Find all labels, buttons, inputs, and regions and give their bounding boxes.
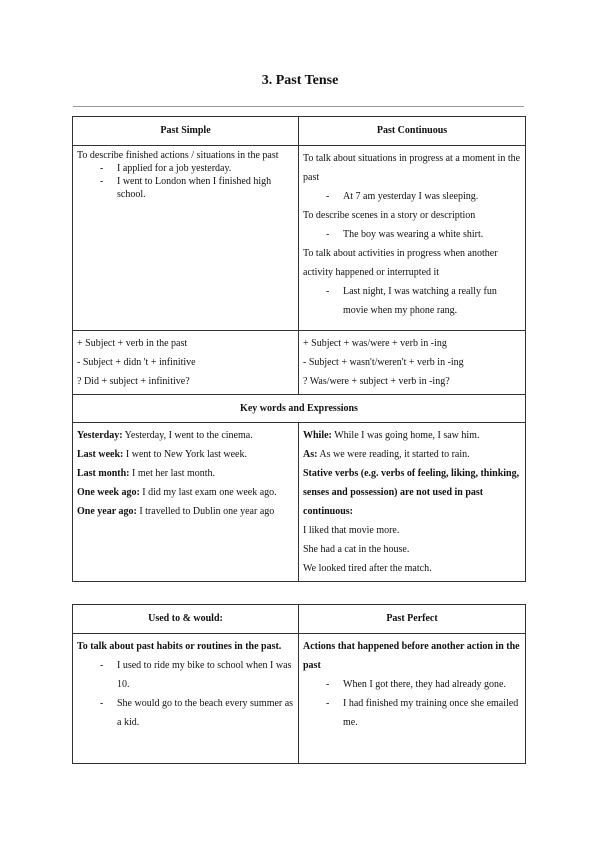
- used-to-example: - She would go to the beach every summer as a kid.: [117, 694, 294, 732]
- form-line: - Subject + wasn't/weren't + verb in -ing: [303, 356, 464, 368]
- cont-example: - At 7 am yesterday I was sleeping.: [343, 187, 521, 206]
- keyword-line: [77, 426, 294, 445]
- keyword-example: As we were reading, it started to rain.: [317, 449, 470, 460]
- form-line: + Subject + verb in the past: [77, 337, 188, 349]
- used-to-examples-list: [77, 656, 294, 732]
- cont-examples-list: [303, 282, 521, 320]
- cont-examples-list: [303, 187, 521, 206]
- keyword-term: Last week:: [77, 449, 124, 460]
- past-perfect-example: - I had finished my training once she emailed me.: [343, 694, 521, 732]
- simple-examples-list: [77, 162, 294, 201]
- form-line: + Subject + was/were + verb in -ing: [303, 337, 447, 349]
- past-simple-continuous-table: [72, 116, 526, 582]
- keyword-example: Yesterday, I went to the cinema.: [122, 430, 253, 441]
- past-simple-header: Past Simple: [73, 117, 299, 146]
- keyword-example: I did my last exam one week ago.: [139, 487, 277, 498]
- cont-use-intro: To talk about situations in progress at a moment in the past: [303, 152, 521, 183]
- past-continuous-keywords: [299, 423, 526, 582]
- past-simple-forms: [73, 330, 299, 394]
- stative-example: We looked tired after the match.: [303, 563, 432, 574]
- keyword-term: As:: [303, 449, 318, 460]
- keyword-line: [77, 502, 294, 521]
- keyword-example: I went to New York last week.: [123, 449, 247, 460]
- past-continuous-uses: [299, 145, 526, 330]
- simple-example: - I applied for a job yesterday.: [117, 162, 294, 175]
- title-divider: [73, 106, 524, 107]
- form-line: - Subject + didn 't + infinitive: [77, 356, 196, 368]
- keyword-line: [77, 483, 294, 502]
- keyword-example: I met her last month.: [129, 468, 216, 479]
- cont-example: - Last night, I was watching a really fun movie when my phone rang.: [343, 282, 521, 320]
- past-continuous-header: Past Continuous: [299, 117, 526, 146]
- keyword-term: Last month:: [77, 468, 130, 479]
- past-perfect-example: - When I got there, they had already gone.: [343, 675, 521, 694]
- keywords-header: Key words and Expressions: [73, 394, 526, 423]
- cont-examples-list: [303, 225, 521, 244]
- page-title: 3. Past Tense: [261, 73, 339, 88]
- used-to-uses: [73, 633, 299, 763]
- keyword-term: One year ago:: [77, 506, 137, 517]
- past-simple-uses: [73, 145, 299, 330]
- stative-example: I liked that movie more.: [303, 525, 400, 536]
- form-line: ? Was/were + subject + verb in -ing?: [303, 375, 450, 387]
- keyword-line: [77, 464, 294, 483]
- keyword-example: I travelled to Dublin one year ago: [136, 506, 275, 517]
- past-perfect-examples-list: [303, 675, 521, 732]
- past-simple-keywords: [73, 423, 299, 582]
- form-line: ? Did + subject + infinitive?: [77, 375, 190, 387]
- used-to-intro: To talk about past habits or routines in the past.: [77, 640, 282, 652]
- keyword-term: One week ago:: [77, 487, 140, 498]
- keyword-term: Yesterday:: [77, 430, 123, 441]
- used-to-header: Used to & would:: [73, 605, 299, 634]
- keyword-line: [303, 445, 521, 464]
- keyword-line: [77, 445, 294, 464]
- stative-example: She had a cat in the house.: [303, 544, 410, 555]
- cont-use-intro: To talk about activities in progress when another activity happened or interrupted it: [303, 247, 498, 278]
- past-perfect-header: Past Perfect: [299, 605, 526, 634]
- cont-example: - The boy was wearing a white shirt.: [343, 225, 521, 244]
- past-perfect-intro: Actions that happened before another action in the past: [303, 640, 520, 671]
- past-perfect-uses: [299, 633, 526, 763]
- used-to-past-perfect-table: [72, 604, 526, 764]
- used-to-example: - I used to ride my bike to school when I was 10.: [117, 656, 294, 694]
- keyword-line: [303, 426, 521, 445]
- keyword-term: While:: [303, 430, 332, 441]
- keyword-example: While I was going home, I saw him.: [331, 430, 480, 441]
- stative-note: Stative verbs (e.g. verbs of feeling, liking, thinking, senses and possession) are not used in past continuous:: [303, 468, 520, 517]
- simple-example: - I went to London when I finished high school.: [117, 175, 294, 201]
- past-continuous-forms: [299, 330, 526, 394]
- simple-use-intro: To describe finished actions / situations in the past: [77, 149, 279, 161]
- cont-use-intro: To describe scenes in a story or description: [303, 209, 476, 221]
